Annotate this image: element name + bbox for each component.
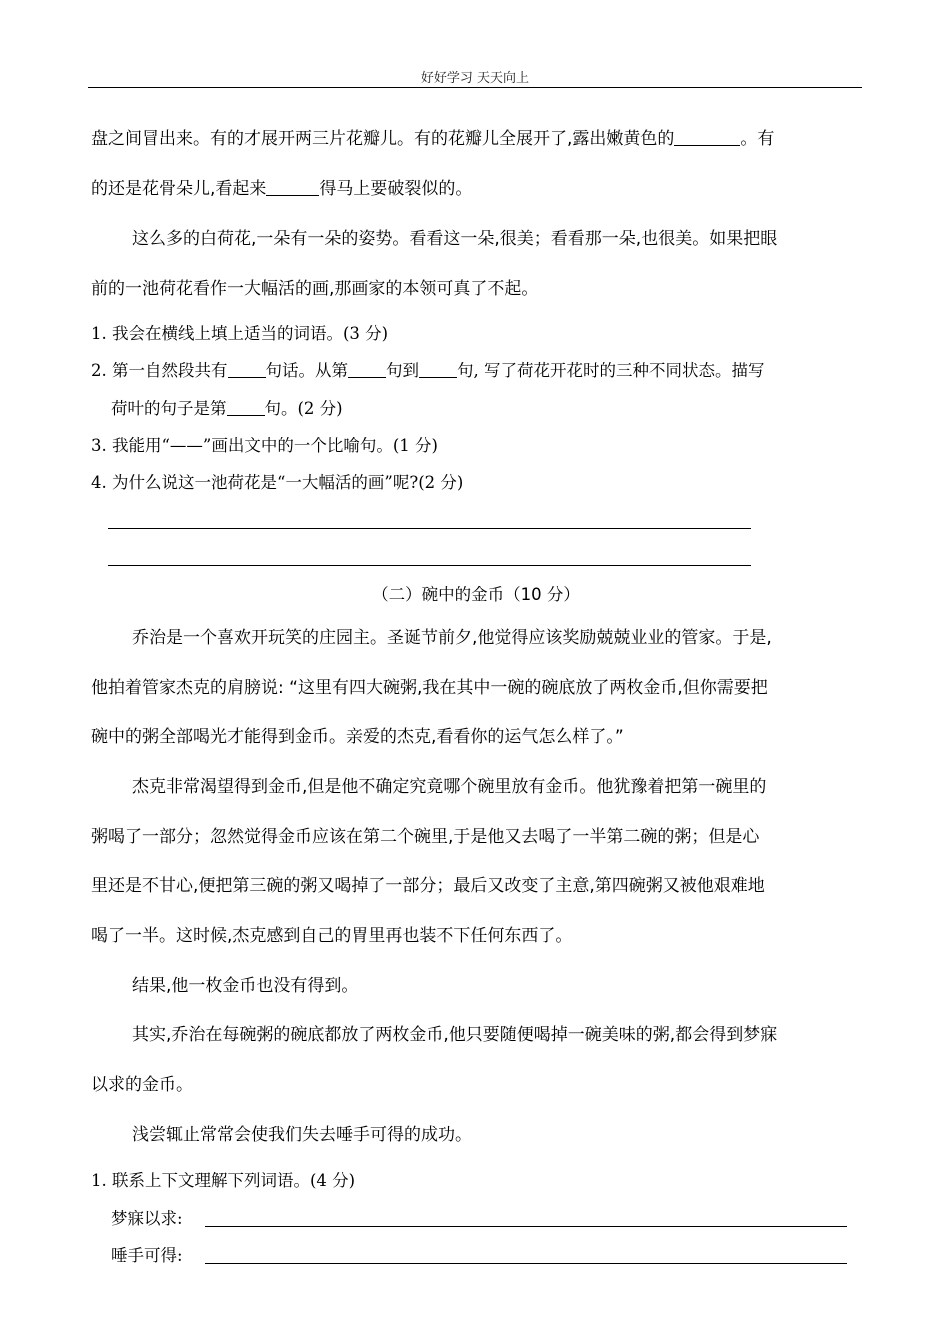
passage-line: 结果,他一枚金币也没有得到。 <box>132 976 359 996</box>
section2-question-1: 1. 联系上下文理解下列词语。(4 分) <box>91 1171 356 1190</box>
question-text: 句话。从第 <box>265 361 348 380</box>
term-label: 梦寐以求: <box>111 1209 183 1228</box>
question-text: 2. 第一自然段共有 <box>91 361 228 380</box>
passage-line: 以求的金币。 <box>91 1075 193 1095</box>
passage-line: 前的一池荷花看作一大幅活的画,那画家的本领可真了不起。 <box>91 279 539 299</box>
answer-blank[interactable] <box>674 127 740 146</box>
passage-line: 这么多的白荷花,一朵有一朵的姿势。看看这一朵,很美；看看那一朵,也很美。如果把眼 <box>132 229 778 249</box>
passage-text: 盘之间冒出来。有的才展开两三片花瓣儿。有的花瓣儿全展开了,露出嫩黄色的 <box>91 129 675 149</box>
question-text: 句到 <box>386 361 419 380</box>
passage-text: 得马上要破裂似的。 <box>319 179 473 199</box>
passage-line: 碗中的粥全部喝光才能得到金币。亲爱的杰克,看看你的运气怎么样了。” <box>91 727 624 747</box>
passage-line: 粥喝了一部分；忽然觉得金币应该在第二个碗里,于是他又去喝了一半第二碗的粥；但是心 <box>91 827 760 847</box>
question-2 <box>91 359 861 383</box>
answer-line[interactable] <box>205 1263 847 1264</box>
question-text: 句, 写了荷花开花时的三种不同状态。描写 <box>457 361 765 380</box>
question-1: 1. 我会在横线上填上适当的词语。(3 分) <box>91 324 389 343</box>
section-title: （二）碗中的金币（10 分） <box>372 585 580 604</box>
passage-line: 杰克非常渴望得到金币,但是他不确定究竟哪个碗里放有金币。他犹豫着把第一碗里的 <box>132 777 767 797</box>
question-text: 句。(2 分) <box>264 399 343 418</box>
passage-line: 其实,乔治在每碗粥的碗底都放了两枚金币,他只要随便喝掉一碗美味的粥,都会得到梦寐 <box>132 1025 778 1045</box>
passage-line: 里还是不甘心,便把第三碗的粥又喝掉了一部分；最后又改变了主意,第四碗粥又被他艰难地 <box>91 876 765 896</box>
answer-blank[interactable] <box>266 177 319 196</box>
answer-blank[interactable] <box>227 397 265 416</box>
passage-line <box>91 127 861 151</box>
question-text: 荷叶的句子是第 <box>111 399 227 418</box>
answer-line[interactable] <box>205 1226 847 1227</box>
passage-line: 喝了一半。这时候,杰克感到自己的胃里再也装不下任何东西了。 <box>91 926 573 946</box>
answer-blank[interactable] <box>348 359 386 378</box>
passage-line: 乔治是一个喜欢开玩笑的庄园主。圣诞节前夕,他觉得应该奖励兢兢业业的管家。于是, <box>132 628 772 648</box>
passage-text: 。有 <box>740 129 775 149</box>
header-rule <box>88 87 862 88</box>
question-3: 3. 我能用“——”画出文中的一个比喻句。(1 分) <box>91 436 438 455</box>
passage-line: 他拍着管家杰克的肩膀说: “这里有四大碗粥,我在其中一碗的碗底放了两枚金币,但你需要把 <box>91 678 768 698</box>
question-2-cont <box>111 397 881 421</box>
passage-line: 浅尝辄止常常会使我们失去唾手可得的成功。 <box>132 1125 472 1145</box>
page-header: 好好学习 天天向上 <box>420 71 530 86</box>
answer-blank[interactable] <box>228 359 266 378</box>
passage-line <box>91 177 861 201</box>
question-4: 4. 为什么说这一池荷花是“一大幅活的画”呢?(2 分) <box>91 473 464 492</box>
term-label: 唾手可得: <box>111 1246 183 1265</box>
answer-line[interactable] <box>108 565 751 566</box>
passage-text: 的还是花骨朵儿,看起来 <box>91 179 267 199</box>
answer-line[interactable] <box>108 528 751 529</box>
answer-blank[interactable] <box>419 359 457 378</box>
